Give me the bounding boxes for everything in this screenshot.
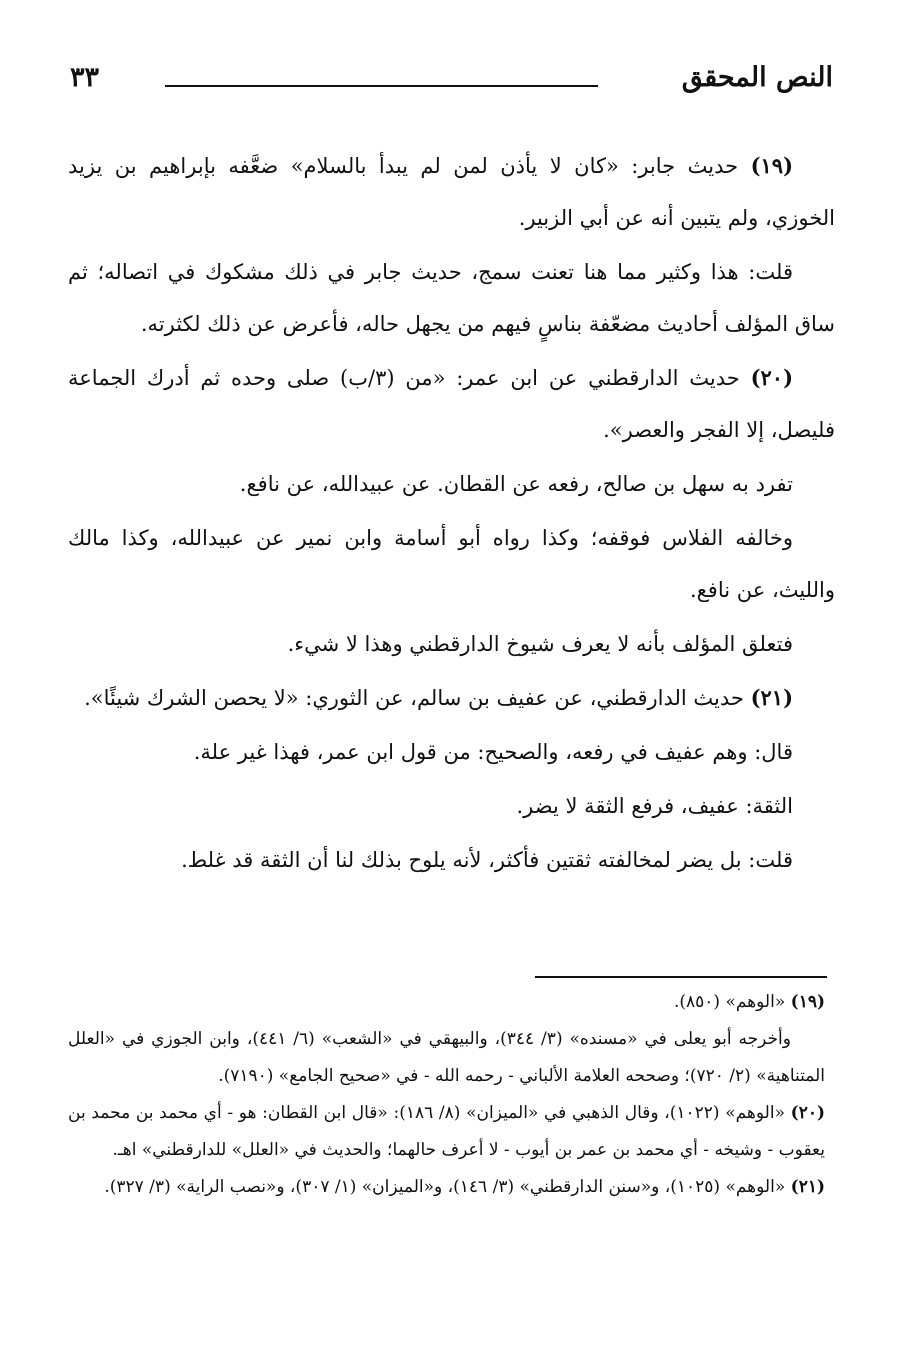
item-number-21: (٢١) — [750, 685, 793, 710]
paragraph-21-c: قلت: بل يضر لمخالفته ثقتين فأكثر، لأنه يلوح بذلك لنا أن الثقة قد غلط. — [181, 848, 793, 872]
footnote-number-20: (٢٠) — [790, 1103, 826, 1123]
paragraph-21-text: حديث الدارقطني، عن عفيف بن سالم، عن الثوري: «لا يحصن الشرك شيئًا». — [84, 686, 744, 710]
footnotes — [68, 984, 825, 1206]
paragraph-19-text: حديث جابر: «كان لا يأذن لمن لم يبدأ بالسلام» ضعَّفه بإبراهيم بن يزيد الخوزي، ولم يتبين أنه عن أبي الزبير. — [68, 154, 835, 230]
paragraph-19-comment: قلت: هذا وكثير مما هنا تعنت سمج، حديث جابر في ذلك مشكوك في اتصاله؛ ثم ساق المؤلف أحاديث مضعّفة بناسٍ فيهم من يجهل حاله، فأعرض عن ذلك لكثرته. — [68, 260, 835, 336]
footnote-number-21: (٢١) — [790, 1177, 825, 1197]
paragraph-20 — [68, 352, 835, 456]
footnote-rule — [535, 976, 827, 978]
footnote-20-text: «الوهم» (١٠٢٢)، وقال الذهبي في «الميزان» (٨/ ١٨٦): «قال ابن القطان: هو - أي محمد بن محمد بن يعقوب - وشيخه - أي محمد بن عمر بن أيوب - لا أعرف حالهما؛ والحديث في «العلل» للدارقطني» اهـ. — [68, 1103, 825, 1160]
footnote-20 — [68, 1095, 825, 1169]
paragraph-21 — [68, 672, 835, 724]
footnote-number-19: (١٩) — [790, 992, 825, 1012]
page-number: ٣٣ — [70, 62, 100, 93]
footnote-19-more: وأخرجه أبو يعلى في «مسنده» (٣/ ٣٤٤)، والبيهقي في «الشعب» (٦/ ٤٤١)، وابن الجوزي في «العلل المتناهية» (٢/ ٧٢٠)؛ وصححه العلامة الألباني - رحمه الله - في «صحيح الجامع» (٧١٩٠). — [68, 1029, 825, 1086]
item-number-19: (١٩) — [750, 153, 793, 178]
page-header — [70, 62, 833, 102]
main-text — [68, 140, 835, 888]
paragraph-20-text: حديث الدارقطني عن ابن عمر: «من (٣/ب) صلى وحده ثم أدرك الجماعة فليصل، إلا الفجر والعصر». — [68, 366, 835, 442]
header-rule — [165, 85, 598, 87]
footnote-19 — [68, 984, 825, 1021]
footnote-21 — [68, 1169, 825, 1206]
running-title: النص المحقق — [681, 62, 833, 93]
footnote-19-text: «الوهم» (٨٥٠). — [673, 992, 786, 1012]
paragraph-19 — [68, 140, 835, 244]
footnote-21-text: «الوهم» (١٠٢٥)، و«سنن الدارقطني» (٣/ ١٤٦)، و«الميزان» (١/ ٣٠٧)، و«نصب الراية» (٣/ ٣٢٧). — [104, 1177, 786, 1197]
item-number-20: (٢٠) — [750, 365, 793, 390]
paragraph-20-b: وخالفه الفلاس فوقفه؛ وكذا رواه أبو أسامة وابن نمير عن عبيدالله، وكذا مالك والليث، عن نافع. — [68, 526, 835, 602]
paragraph-21-a: قال: وهم عفيف في رفعه، والصحيح: من قول ابن عمر، فهذا غير علة. — [193, 740, 793, 764]
paragraph-20-a: تفرد به سهل بن صالح، رفعه عن القطان. عن عبيدالله، عن نافع. — [239, 472, 793, 496]
paragraph-20-c: فتعلق المؤلف بأنه لا يعرف شيوخ الدارقطني وهذا لا شيء. — [287, 632, 793, 656]
paragraph-21-b: الثقة: عفيف، فرفع الثقة لا يضر. — [516, 794, 793, 818]
